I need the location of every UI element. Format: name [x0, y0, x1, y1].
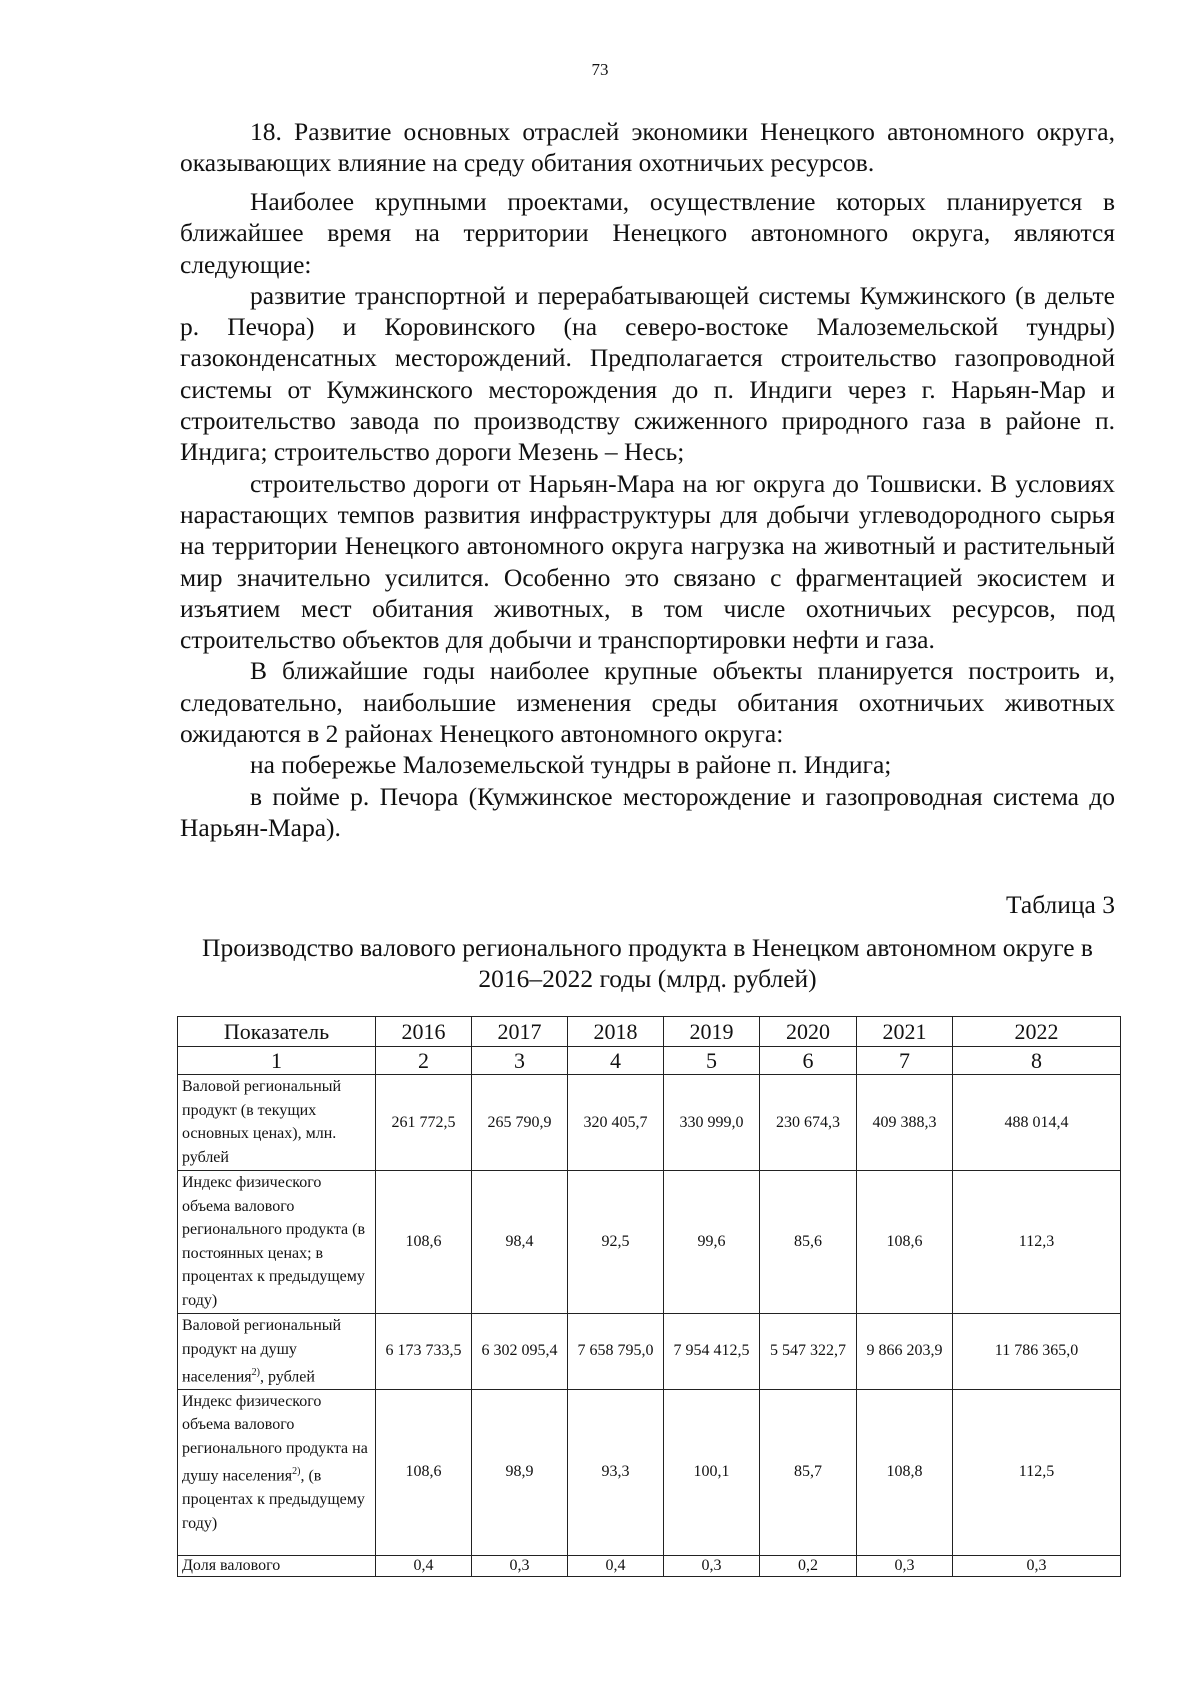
table-cell: 92,5 — [568, 1171, 664, 1314]
table-cell: 93,3 — [568, 1389, 664, 1555]
table-cell: 6 302 095,4 — [472, 1314, 568, 1390]
table-cell: 0,3 — [857, 1555, 953, 1576]
header-indicator: Показатель — [178, 1017, 376, 1047]
table-cell: 7 658 795,0 — [568, 1314, 664, 1390]
row-label — [178, 1389, 376, 1555]
table-cell: 0,3 — [472, 1555, 568, 1576]
table-title: Производство валового регионального продукта в Ненецком автономном округе в 2016–2022 годы (млрд. рублей) — [202, 933, 1093, 993]
section-title: 18. Развитие основных отраслей экономики Ненецкого автономного округа, оказывающих влияние на среду обитания охотничьих ресурсов. — [180, 117, 1115, 178]
table-row — [178, 1075, 1121, 1171]
header-year: 2017 — [472, 1017, 568, 1047]
footnote-mark: 2) — [292, 1466, 301, 1478]
header-year: 2021 — [857, 1017, 953, 1047]
table-cell: 108,8 — [857, 1389, 953, 1555]
table-cell: 0,4 — [568, 1555, 664, 1576]
table-cell: 7 954 412,5 — [664, 1314, 760, 1390]
table-cell: 6 173 733,5 — [376, 1314, 472, 1390]
row-label-text: Индекс физического объема валового регионального продукта на душу населения — [182, 1392, 368, 1485]
table-cell: 98,4 — [472, 1171, 568, 1314]
table-row — [178, 1555, 1121, 1576]
table-cell: 108,6 — [857, 1171, 953, 1314]
column-number: 8 — [953, 1047, 1121, 1075]
table-cell: 0,3 — [664, 1555, 760, 1576]
header-year: 2020 — [760, 1017, 857, 1047]
column-number: 1 — [178, 1047, 376, 1075]
table-cell: 330 999,0 — [664, 1075, 760, 1171]
table-row — [178, 1171, 1121, 1314]
paragraph: в пойме р. Печора (Кумжинское месторождение и газопроводная система до Нарьян-Мара). — [180, 781, 1115, 842]
paragraph: на побережье Малоземельской тундры в районе п. Индига; — [250, 750, 892, 780]
paragraph: Наиболее крупными проектами, осуществление которых планируется в ближайшее время на территории Ненецкого автономного округа, являются следующие: — [180, 187, 1115, 279]
row-label-text: Валовой региональный продукт на душу населения — [182, 1317, 342, 1386]
header-year: 2016 — [376, 1017, 472, 1047]
table-cell: 11 786 365,0 — [953, 1314, 1121, 1390]
table-cell: 99,6 — [664, 1171, 760, 1314]
table-cell: 0,2 — [760, 1555, 857, 1576]
body-text — [180, 186, 1115, 843]
column-number-row — [178, 1047, 1121, 1075]
table-cell: 9 866 203,9 — [857, 1314, 953, 1390]
row-label — [178, 1314, 376, 1390]
table-cell: 85,7 — [760, 1389, 857, 1555]
header-year: 2019 — [664, 1017, 760, 1047]
section-title-block — [180, 116, 1115, 179]
column-number: 3 — [472, 1047, 568, 1075]
table-cell: 261 772,5 — [376, 1075, 472, 1171]
header-year: 2018 — [568, 1017, 664, 1047]
row-label: Индекс физического объема валового регионального продукта (в постоянных ценах; в процентах к предыдущему году) — [178, 1171, 376, 1314]
table-cell: 112,5 — [953, 1389, 1121, 1555]
row-label-tail: , рублей — [259, 1368, 315, 1386]
table-cell: 5 547 322,7 — [760, 1314, 857, 1390]
table-cell: 488 014,4 — [953, 1075, 1121, 1171]
table-cell: 265 790,9 — [472, 1075, 568, 1171]
paragraph: строительство дороги от Нарьян-Мара на юг округа до Тошвиски. В условиях нарастающих темпов развития инфраструктуры для добычи углеводородного сырья на территории Ненецкого автономного округа нагрузка на животный и растительный мир значительно усилится. Особенно это связано с фрагментацией экосистем и изъятием мест обитания животных, в том числе охотничьих ресурсов, под строительство объектов для добычи и транспортировки нефти и газа. — [180, 468, 1115, 655]
row-label-tail: , (в процентах к предыдущему году) — [182, 1467, 365, 1532]
row-label: Доля валового — [178, 1555, 376, 1576]
column-number: 5 — [664, 1047, 760, 1075]
footnote-mark: 2) — [251, 1367, 260, 1378]
column-number: 7 — [857, 1047, 953, 1075]
table-cell: 100,1 — [664, 1389, 760, 1555]
row-label: Валовой региональный продукт (в текущих основных ценах), млн. рублей — [178, 1075, 376, 1171]
page-number: 73 — [591, 60, 609, 79]
table-cell: 409 388,3 — [857, 1075, 953, 1171]
table-cell: 230 674,3 — [760, 1075, 857, 1171]
column-number: 4 — [568, 1047, 664, 1075]
table-cell: 108,6 — [376, 1171, 472, 1314]
paragraph: В ближайшие годы наиболее крупные объекты планируется построить и, следовательно, наибольшие изменения среды обитания охотничьих животных ожидаются в 2 районах Ненецкого автономного округа: — [180, 656, 1115, 749]
table-cell: 0,3 — [953, 1555, 1121, 1576]
column-number: 6 — [760, 1047, 857, 1075]
table-cell: 112,3 — [953, 1171, 1121, 1314]
table-row — [178, 1389, 1121, 1555]
table-cell: 85,6 — [760, 1171, 857, 1314]
table-header-row — [178, 1017, 1121, 1047]
table-cell: 108,6 — [376, 1389, 472, 1555]
table-row — [178, 1314, 1121, 1390]
table-label: Таблица 3 — [1005, 890, 1115, 919]
paragraph: развитие транспортной и перерабатывающей системы Кумжинского (в дельте р. Печора) и Коровинского (на северо-востоке Малоземельской тундры) газоконденсатных месторождений. Предполагается строительство газопроводной системы от Кумжинского месторождения до п. Индиги через г. Нарьян-Мар и строительство завода по производству сжиженного природного газа в районе п. Индига; строительство дороги Мезень – Несь; — [180, 280, 1115, 467]
table-cell: 320 405,7 — [568, 1075, 664, 1171]
table-cell: 98,9 — [472, 1389, 568, 1555]
table-cell: 0,4 — [376, 1555, 472, 1576]
gdp-table — [177, 1016, 1121, 1577]
column-number: 2 — [376, 1047, 472, 1075]
header-year: 2022 — [953, 1017, 1121, 1047]
